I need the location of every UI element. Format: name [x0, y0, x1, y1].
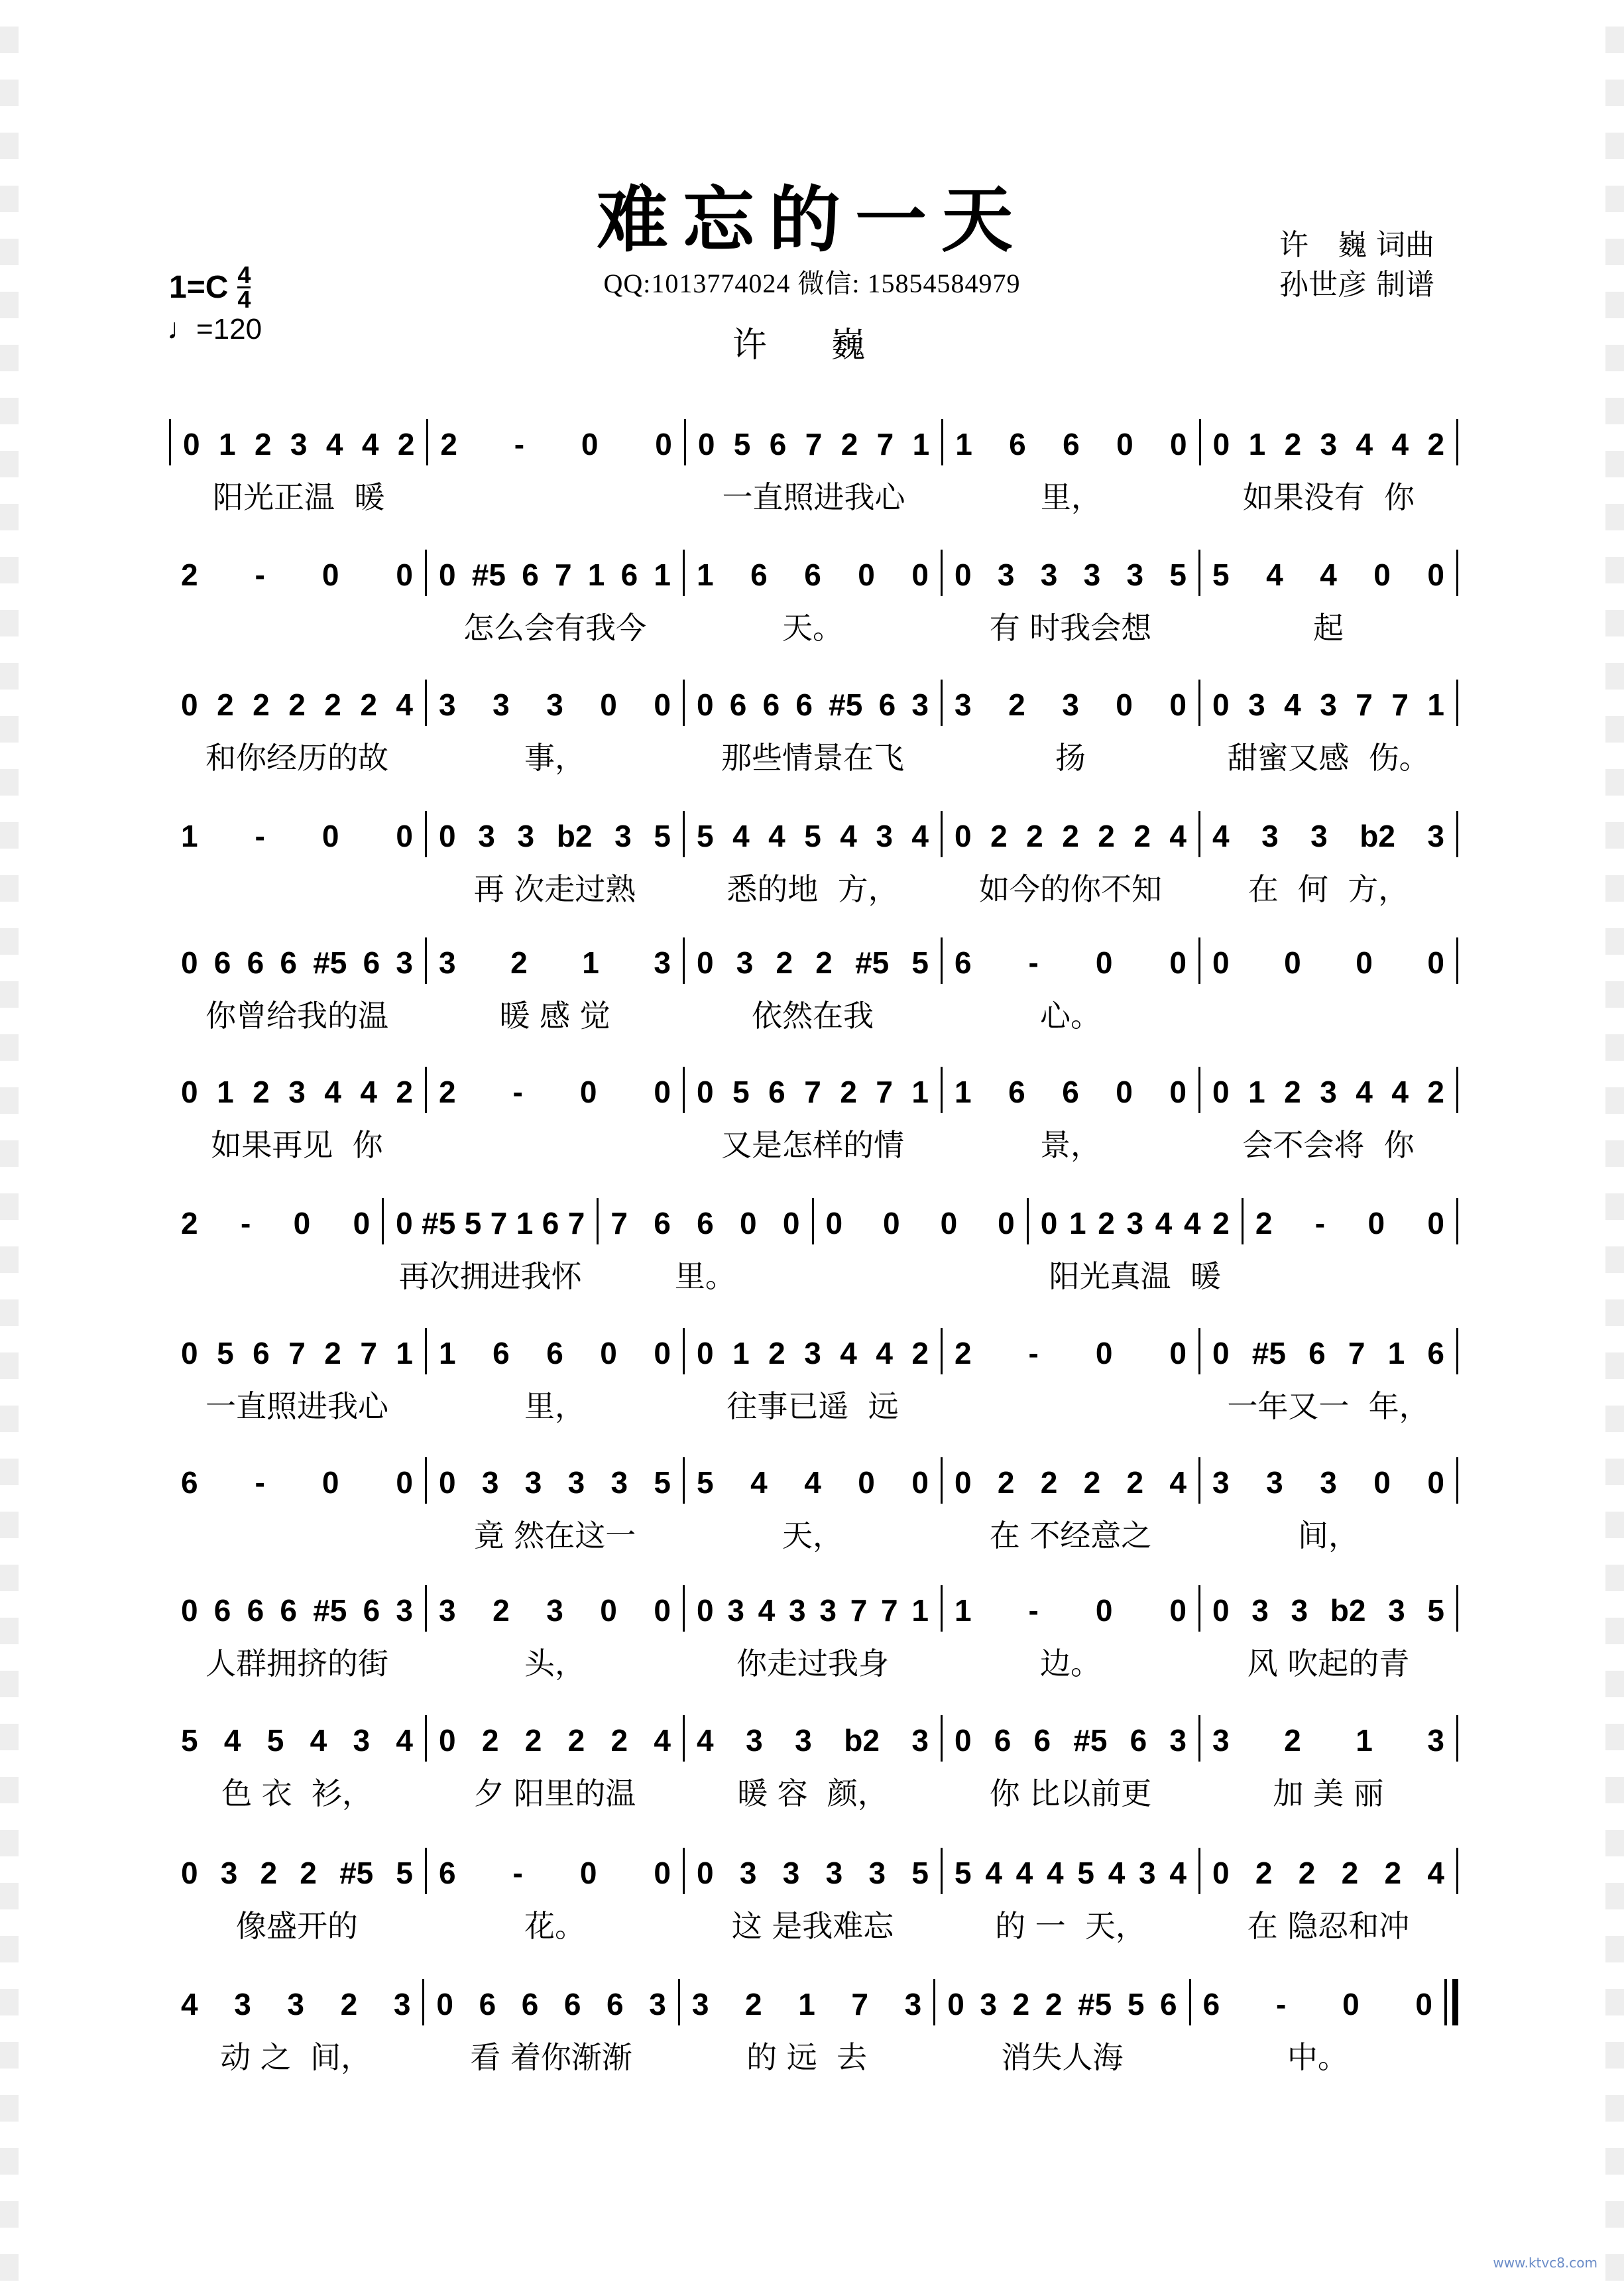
- author-name: 许 巍: [732, 326, 892, 365]
- lyrics: 里，: [524, 1388, 585, 1424]
- measure-notes: 0 2 2 2 2 4: [955, 1465, 1187, 1500]
- measure-notes: 2 - 0 0: [181, 558, 413, 592]
- measure-notes: 0 #5 5 7 1 6 7: [396, 1206, 585, 1240]
- measure-notes: 0 3 2 2 #5 5 6: [947, 1987, 1177, 2021]
- measure: [169, 1333, 425, 1433]
- lyrics: 再次拥进我怀: [398, 1258, 582, 1294]
- measure-notes: 4 3 3 b2 3: [697, 1723, 929, 1758]
- measure: [169, 1463, 425, 1562]
- score-row: [169, 943, 1458, 1042]
- measure: [1201, 424, 1456, 524]
- score-row: [169, 816, 1458, 916]
- barline: [1456, 1848, 1458, 1894]
- measure: [427, 1720, 683, 1820]
- contact-info: QQ:1013774024 微信: 15854584979: [603, 269, 1021, 298]
- measure-notes: 3 3 3 0 0: [1212, 1465, 1444, 1500]
- lyrics: 动 之 间，: [220, 2039, 372, 2075]
- measure-notes: 0 2 2 2 2 4: [439, 1723, 671, 1758]
- lyrics: 里，: [1040, 479, 1102, 515]
- measure-notes: 0 1 2 3 4 4 2: [1212, 427, 1445, 461]
- measure: [169, 1203, 382, 1303]
- measure: [685, 1072, 941, 1172]
- measure-notes: 0 1 2 3 4 4 2: [181, 1075, 413, 1109]
- measure: [424, 1984, 677, 2084]
- measure: [814, 1203, 1027, 1303]
- measure-notes: 5 4 4 0 0: [697, 1465, 929, 1500]
- measure: [1200, 1853, 1456, 1953]
- measure-notes: 3 3 3 0 0: [439, 688, 671, 722]
- lyrics: 花。: [524, 1908, 585, 1944]
- measure-notes: 0 6 6 6 #5 6 3: [181, 945, 413, 980]
- measure-notes: 0 0 0 0: [1212, 945, 1444, 980]
- lyrics: 一年又一 年，: [1227, 1388, 1430, 1424]
- lyrics: 间，: [1298, 1518, 1359, 1553]
- key: 1=C: [169, 270, 229, 305]
- measure-notes: 3 2 1 3: [1212, 1723, 1444, 1758]
- measure: [943, 1333, 1198, 1433]
- measure-notes: 0 1 2 3 4 4 2: [1040, 1206, 1230, 1240]
- measure: [935, 1984, 1189, 2084]
- watermark: www.ktvc8.com: [1493, 2255, 1597, 2271]
- measure: [943, 1463, 1198, 1562]
- lyrics: 里。: [674, 1258, 736, 1294]
- measure-notes: 3 2 3 0 0: [439, 1593, 671, 1628]
- measure: [427, 1591, 683, 1690]
- measure: [1200, 1072, 1456, 1172]
- score-row: [169, 1072, 1458, 1172]
- notation-credit: 孙世彦 制谱: [1279, 268, 1434, 302]
- measure: [1244, 1203, 1456, 1303]
- barline: [1456, 1198, 1458, 1244]
- barline: [1456, 1067, 1458, 1113]
- measure-notes: 0 3 4 3 3 7 7 1: [697, 1593, 929, 1628]
- lyrics: 起: [1313, 610, 1344, 646]
- score-row: [169, 555, 1458, 654]
- measure-notes: 0 6 6 6 #5 6 3: [697, 688, 929, 722]
- measure: [171, 424, 426, 524]
- measure-notes: 2 - 0 0: [439, 1075, 671, 1109]
- barline: [1456, 1328, 1458, 1374]
- measure-notes: 0 1 2 3 4 4 2: [183, 427, 415, 461]
- lyrics: 往事已遥 远: [726, 1388, 899, 1424]
- measure: [685, 685, 941, 784]
- measure-notes: 0 6 6 #5 6 3: [955, 1723, 1187, 1758]
- measure-notes: 3 2 3 0 0: [955, 688, 1187, 722]
- measure: [685, 1853, 941, 1953]
- measure: [427, 1463, 683, 1562]
- measure: [943, 943, 1198, 1042]
- measure: [1029, 1203, 1242, 1303]
- measure: [685, 1720, 941, 1820]
- measure-notes: 4 3 3 b2 3: [1212, 819, 1444, 853]
- measure: [427, 1853, 683, 1953]
- measure: [169, 1591, 425, 1690]
- barline: [1456, 1715, 1458, 1762]
- lyrics: 风 吹起的青: [1247, 1646, 1410, 1681]
- measure: [685, 1591, 941, 1690]
- measure: [427, 1072, 683, 1172]
- measure: [427, 1333, 683, 1433]
- measure: [427, 685, 683, 784]
- measure: [1200, 1591, 1456, 1690]
- measure-notes: 5 4 4 0 0: [1212, 558, 1444, 592]
- score-row: [169, 685, 1458, 784]
- measure-notes: 3 2 1 3: [439, 945, 671, 980]
- barline: [1456, 680, 1458, 726]
- measure-notes: 1 6 6 0 0: [439, 1336, 671, 1370]
- lyrics: 的 一 天，: [995, 1908, 1146, 1944]
- lyrics: 如果没有 你: [1242, 479, 1415, 515]
- measure: [1200, 943, 1456, 1042]
- measure: [685, 555, 941, 654]
- measure-notes: 0 0 0 0: [825, 1206, 1015, 1240]
- score-row: [169, 1203, 1458, 1303]
- measure-notes: 0 1 2 3 4 4 2: [1212, 1075, 1444, 1109]
- score-row: [169, 1984, 1458, 2084]
- measure-notes: 0 6 6 6 #5 6 3: [181, 1593, 413, 1628]
- measure: [685, 943, 941, 1042]
- measure-notes: 6 - 0 0: [955, 945, 1187, 980]
- lyrics: 色 衣 衫，: [221, 1775, 373, 1811]
- measure-notes: 0 3 3 3 3 5: [439, 1465, 671, 1500]
- score-row: [169, 1463, 1458, 1562]
- measure-notes: 2 - 0 0: [440, 427, 672, 461]
- measure: [685, 1333, 941, 1433]
- measure: [943, 1072, 1198, 1172]
- measure: [428, 424, 683, 524]
- measure: [427, 943, 683, 1042]
- barline: [1456, 1457, 1458, 1504]
- measure: [943, 1853, 1198, 1953]
- lyrics: 有 时我会想: [989, 610, 1152, 646]
- lyrics: 天，: [782, 1518, 843, 1553]
- measure-notes: 3 2 1 7 3: [691, 1987, 922, 2021]
- measure: [169, 816, 425, 916]
- measure-notes: 0 5 6 7 2 7 1: [697, 427, 930, 461]
- credits: [1279, 225, 1434, 305]
- barline: [1456, 811, 1458, 857]
- measure: [169, 1072, 425, 1172]
- measure-notes: 0 5 6 7 2 7 1: [181, 1336, 413, 1370]
- lyrics: 在 隐忍和冲: [1247, 1908, 1410, 1944]
- lyrics: 夕 阳里的温: [473, 1775, 636, 1811]
- measure: [685, 1463, 941, 1562]
- measure: [169, 1720, 425, 1820]
- measure-notes: 1 6 6 0 0: [955, 427, 1187, 461]
- lyrics: 一直照进我心: [722, 479, 905, 515]
- lyrics: 怎么会有我今: [463, 610, 646, 646]
- song-title: 难忘的一天: [596, 178, 1027, 262]
- measure-notes: 2 - 0 0: [1255, 1206, 1445, 1240]
- score-row: [169, 1853, 1458, 1953]
- measure-notes: 0 5 6 7 2 7 1: [697, 1075, 929, 1109]
- measure-notes: 4 3 3 2 3: [181, 1987, 411, 2021]
- lyrics: 天。: [782, 610, 843, 646]
- measure: [1200, 555, 1456, 654]
- lyrics: 再 次走过熟: [473, 871, 636, 907]
- measure-notes: 1 6 6 0 0: [955, 1075, 1187, 1109]
- lyrics: 头，: [524, 1646, 585, 1681]
- measure: [1200, 685, 1456, 784]
- measure: [686, 424, 941, 524]
- measure-notes: 6 - 0 0: [439, 1856, 671, 1890]
- measure: [427, 816, 683, 916]
- lyrics: 和你经历的故: [205, 740, 388, 776]
- measure: [943, 685, 1198, 784]
- time-signature: $\frac{4}{4}$: [237, 261, 251, 313]
- lyrics: 在 不经意之: [989, 1518, 1152, 1553]
- measure-notes: 2 - 0 0: [955, 1336, 1187, 1370]
- lyrics: 加 美 丽: [1273, 1775, 1384, 1811]
- measure: [1191, 1984, 1444, 2084]
- measure: [384, 1203, 597, 1303]
- measure-notes: 2 - 0 0: [181, 1206, 371, 1240]
- lyrics: 边。: [1040, 1646, 1101, 1681]
- lyrics: 景，: [1040, 1127, 1101, 1163]
- lyrics: 像盛开的: [236, 1908, 358, 1944]
- lyrics: 悉的地 方，: [726, 871, 899, 907]
- score-row: [169, 1591, 1458, 1690]
- measure-notes: 0 3 3 b2 3 5: [439, 819, 671, 853]
- lyrics: 的 远 去: [746, 2039, 867, 2075]
- lyrics: 如果再见 你: [211, 1127, 383, 1163]
- measure: [427, 555, 683, 654]
- lyrics: 依然在我: [752, 998, 874, 1034]
- measure: [943, 1720, 1198, 1820]
- measure: [1200, 1720, 1456, 1820]
- measure-notes: 1 - 0 0: [955, 1593, 1187, 1628]
- lyrics: 看 着你渐渐: [470, 2039, 632, 2075]
- measure-notes: 5 4 4 4 5 4 3 4: [955, 1856, 1187, 1890]
- lyrics-music-credit: 许 巍 词曲: [1279, 228, 1434, 262]
- measure-notes: 0 3 2 2 #5 5: [181, 1856, 413, 1890]
- barline: [1456, 1585, 1458, 1632]
- lyrics: 中。: [1287, 2039, 1348, 2075]
- measure-notes: 1 - 0 0: [181, 819, 413, 853]
- lyrics: 在 何 方，: [1247, 871, 1409, 907]
- lyrics: 会不会将 你: [1242, 1127, 1415, 1163]
- measure: [943, 424, 1198, 524]
- lyrics: 暖 感 觉: [499, 998, 610, 1034]
- measure: [943, 1591, 1198, 1690]
- measure-notes: 5 4 4 5 4 3 4: [697, 819, 929, 853]
- measure-notes: 0 2 2 2 2 2 4: [181, 688, 413, 722]
- measure: [169, 555, 425, 654]
- measure: [169, 943, 425, 1042]
- measure-notes: 0 3 3 3 3 5: [697, 1856, 929, 1890]
- barline: [1456, 550, 1458, 596]
- measure: [943, 555, 1198, 654]
- lyrics: 你曾给我的温: [205, 998, 388, 1034]
- lyrics: 又是怎样的情: [721, 1127, 904, 1163]
- final-barline: [1444, 1979, 1458, 2025]
- measure: [599, 1203, 811, 1303]
- lyrics: 竟 然在这一: [473, 1518, 636, 1553]
- measure-notes: 0 2 2 2 2 2 4: [955, 819, 1187, 853]
- barline: [1456, 937, 1458, 984]
- measure: [1200, 1463, 1456, 1562]
- lyrics: 如今的你不知: [979, 871, 1162, 907]
- lyrics: 一直照进我心: [205, 1388, 388, 1424]
- measure: [685, 816, 941, 916]
- measure: [1200, 1333, 1456, 1433]
- measure: [943, 816, 1198, 916]
- lyrics: 你 比以前更: [989, 1775, 1152, 1811]
- measure-notes: 0 3 4 3 7 7 1: [1212, 688, 1444, 722]
- lyrics: 这 是我难忘: [731, 1908, 894, 1944]
- measure: [680, 1984, 933, 2084]
- measure-notes: 0 #5 6 7 1 6: [1212, 1336, 1444, 1370]
- measure-notes: 0 3 3 3 3 5: [955, 558, 1187, 592]
- score-row: [169, 424, 1458, 524]
- lyrics: 阳光正温 暖: [213, 479, 385, 515]
- measure-notes: 0 3 3 b2 3 5: [1212, 1593, 1444, 1628]
- measure-notes: 0 1 2 3 4 4 2: [697, 1336, 929, 1370]
- lyrics: 心。: [1040, 998, 1101, 1034]
- key-signature: [169, 261, 251, 313]
- lyrics: 阳光真温 暖: [1049, 1258, 1221, 1294]
- lyrics: 人群拥挤的街: [205, 1646, 388, 1681]
- lyrics: 那些情景在飞: [721, 740, 904, 776]
- measure-notes: 0 2 2 2 2 4: [1212, 1856, 1444, 1890]
- lyrics: 暖 容 颜，: [737, 1775, 888, 1811]
- measure: [169, 1984, 422, 2084]
- measure-notes: 5 4 5 4 3 4: [181, 1723, 413, 1758]
- tempo-marking: ♩=120: [167, 313, 262, 345]
- lyrics: 甜蜜又感 伤。: [1227, 740, 1430, 776]
- score-row: [169, 1333, 1458, 1433]
- barline: [1456, 419, 1458, 465]
- measure: [1200, 816, 1456, 916]
- lyrics: 事，: [524, 740, 585, 776]
- measure-notes: 0 6 6 6 6 3: [436, 1987, 666, 2021]
- score-row: [169, 1720, 1458, 1820]
- measure: [169, 1853, 425, 1953]
- measure-notes: 1 6 6 0 0: [697, 558, 929, 592]
- measure-notes: 6 - 0 0: [1202, 1987, 1433, 2021]
- measure: [169, 685, 425, 784]
- measure-notes: 0 #5 6 7 1 6 1: [439, 558, 671, 592]
- measure-notes: 7 6 6 0 0: [610, 1206, 800, 1240]
- lyrics: 扬: [1055, 740, 1086, 776]
- measure-notes: 6 - 0 0: [181, 1465, 413, 1500]
- lyrics: 消失人海: [1001, 2039, 1124, 2075]
- measure-notes: 0 3 2 2 #5 5: [697, 945, 929, 980]
- lyrics: 你走过我身: [736, 1646, 889, 1681]
